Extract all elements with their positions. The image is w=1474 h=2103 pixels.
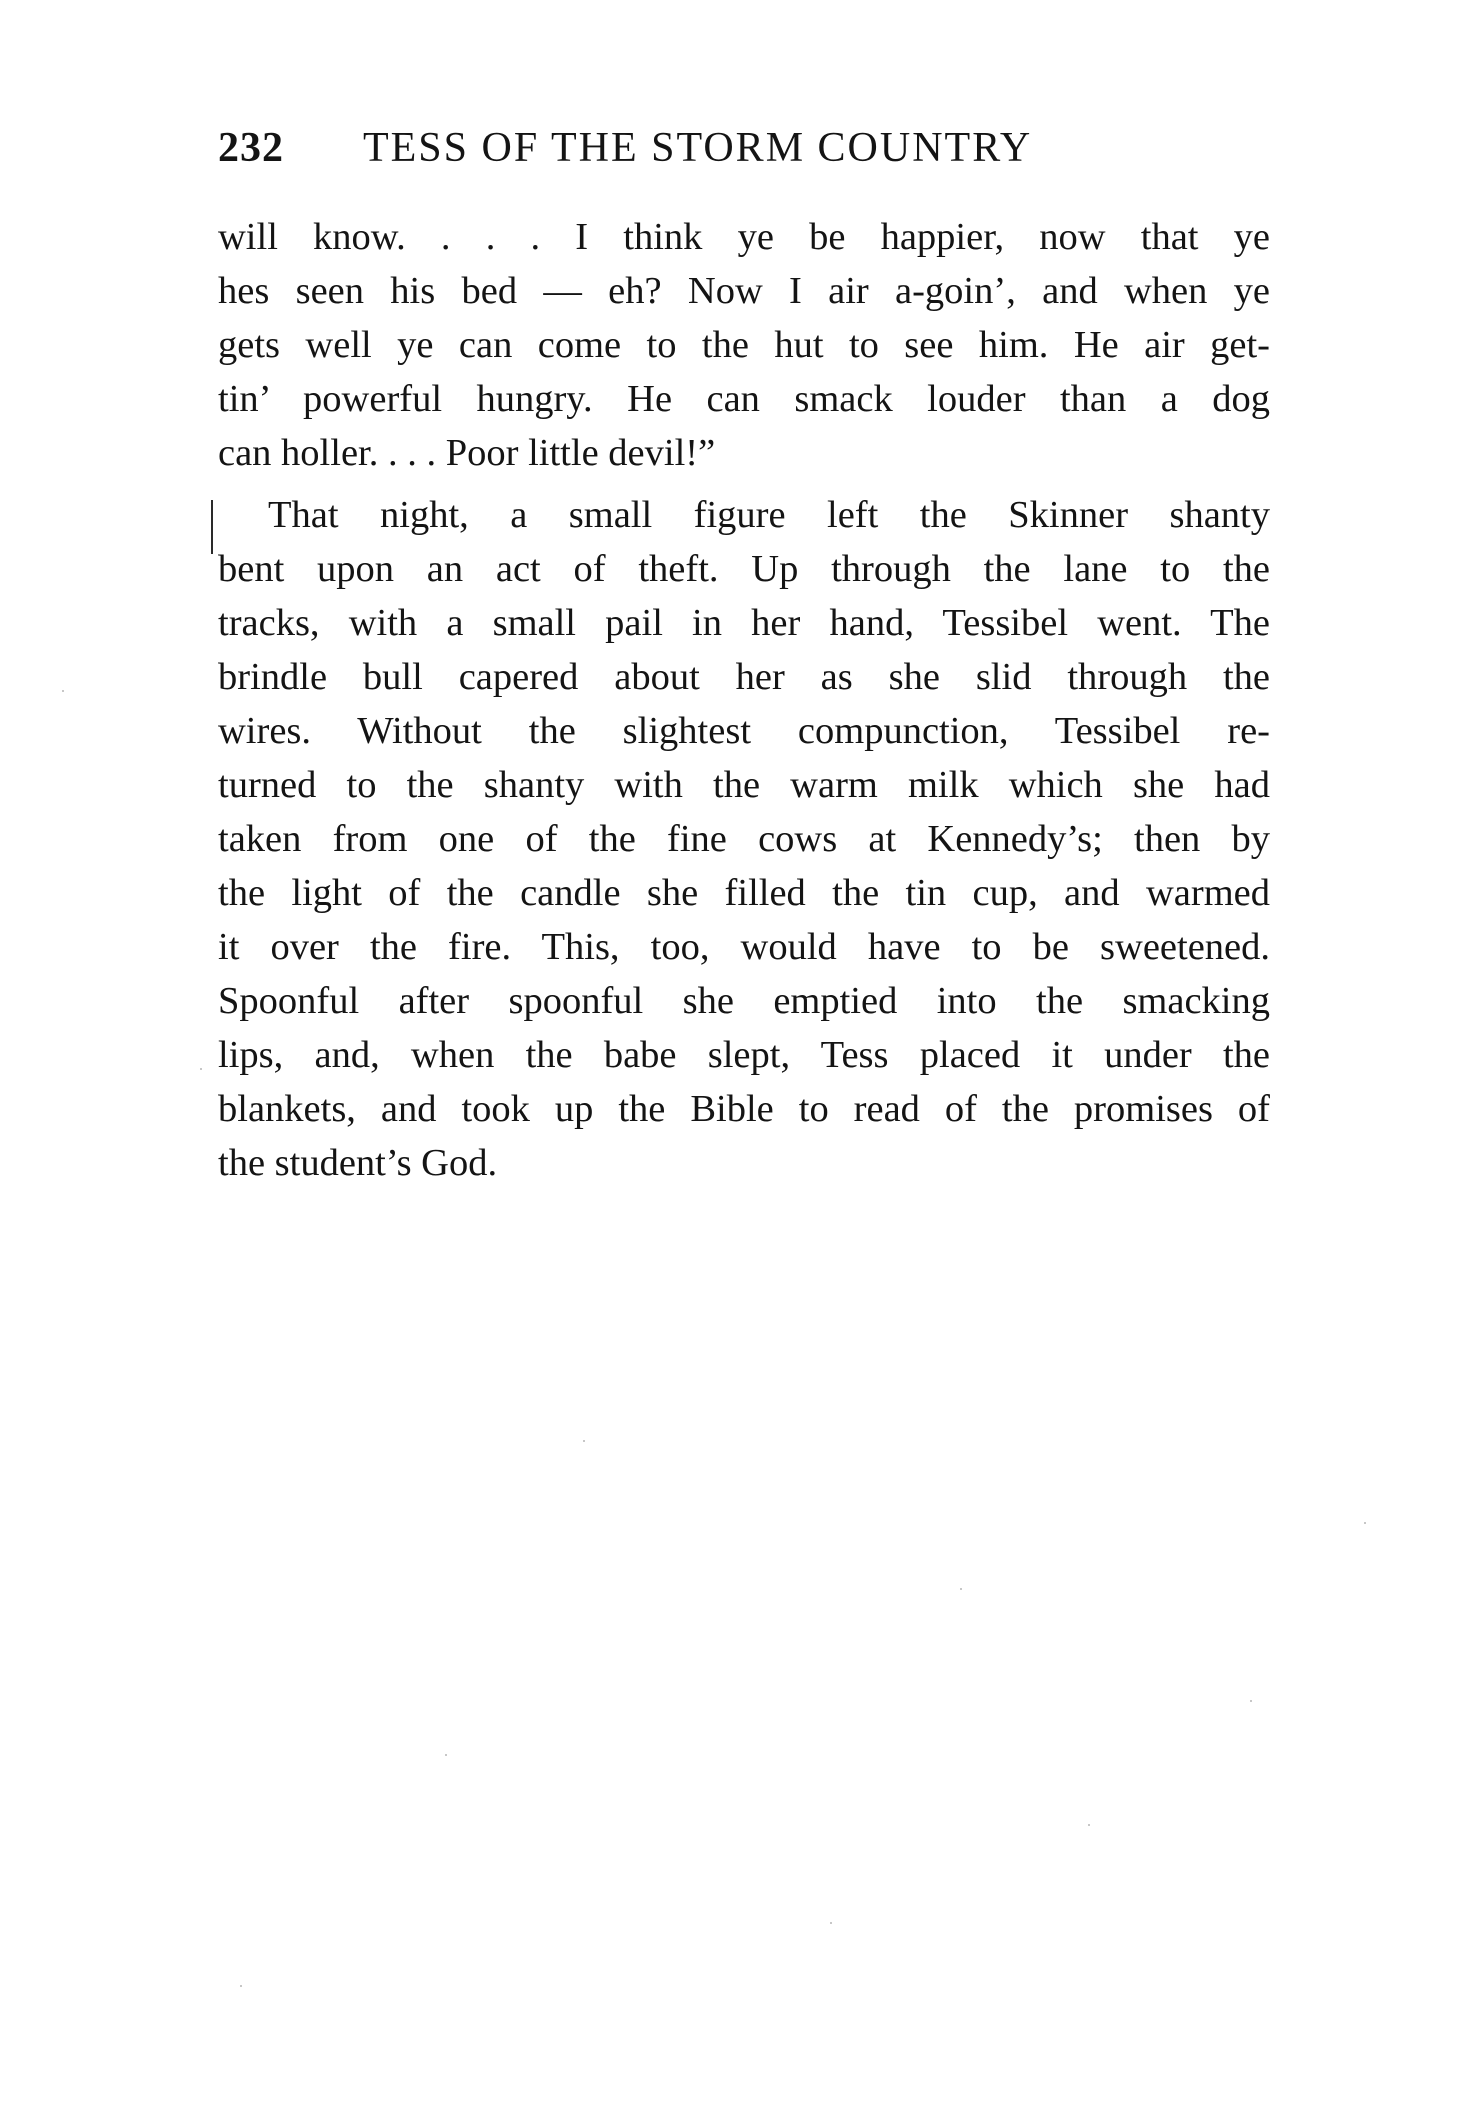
paper-speck [583,1440,585,1442]
paper-speck [1088,1824,1090,1826]
paper-speck [960,1588,962,1590]
paper-speck [445,1754,447,1756]
text-line: wires. Without the slightest compunction, Tessibel re- [218,710,1270,752]
text-line: it over the fire. This, too, would have to be sweetened. [218,926,1270,968]
paper-speck [240,1985,242,1987]
text-line: tin’ powerful hungry. He can smack louder than a dog [218,378,1270,420]
text-line: hes seen his bed — eh? Now I air a-goin’, and when ye [218,270,1270,312]
text-line: tracks, with a small pail in her hand, Tessibel went. The [218,602,1270,644]
paper-speck [830,1922,832,1924]
text-line: the student’s God. [218,1142,498,1184]
text-line: brindle bull capered about her as she slid through the [218,656,1270,698]
paper-speck [1364,1522,1366,1524]
margin-mark [211,500,213,554]
paragraph-first-line: That night, a small figure left the Skinner shanty [268,494,1270,536]
text-line: Spoonful after spoonful she emptied into the smacking [218,980,1270,1022]
text-line: bent upon an act of theft. Up through the lane to the [218,548,1270,590]
text-line: lips, and, when the babe slept, Tess placed it under the [218,1034,1270,1076]
book-title: TESS OF THE STORM COUNTRY [363,125,1033,171]
text-line: blankets, and took up the Bible to read of the promises of [218,1088,1270,1130]
paper-speck [200,1068,202,1070]
text-line: can holler. . . . Poor little devil!” [218,432,716,474]
paper-speck [1250,1700,1252,1702]
text-line: turned to the shanty with the warm milk which she had [218,764,1270,806]
text-line: will know. . . . I think ye be happier, now that ye [218,216,1270,258]
text-line: taken from one of the fine cows at Kennedy’s; then by [218,818,1270,860]
paper-speck [62,690,64,692]
running-head [218,118,1268,178]
text-line: gets well ye can come to the hut to see him. He air get- [218,324,1270,366]
page-number: 232 [218,125,284,171]
text-line: the light of the candle she filled the tin cup, and warmed [218,872,1270,914]
